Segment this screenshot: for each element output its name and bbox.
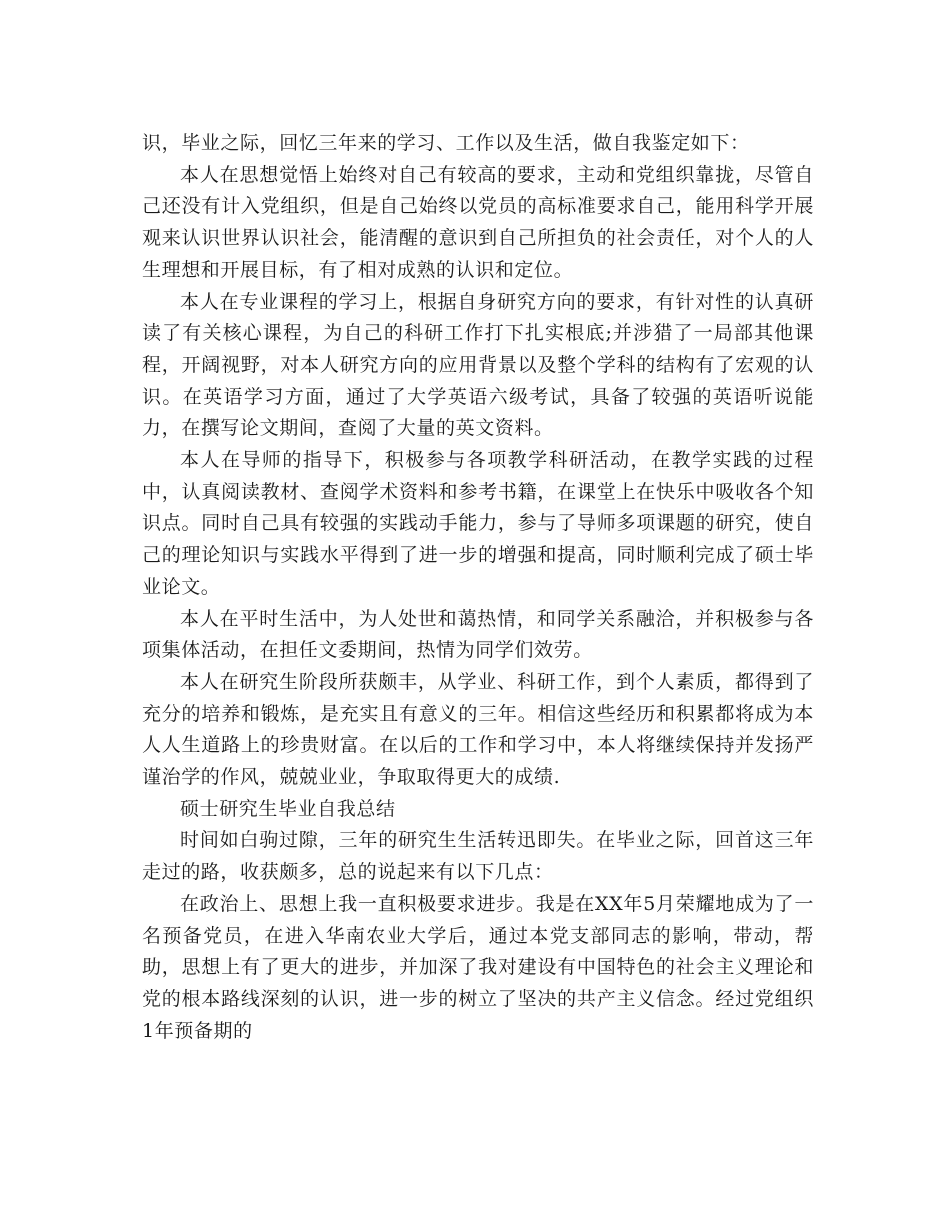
document-body: [142, 128, 814, 1047]
paragraph-intro: 时间如白驹过隙，三年的研究生生活转迅即失。在毕业之际，回首这三年走过的路，收获颇多，总的说起来有以下几点：: [142, 829, 814, 884]
paragraph-continuation: 识，毕业之际，回忆三年来的学习、工作以及生活，做自我鉴定如下：: [142, 132, 750, 154]
paragraph-conclusion: 本人在研究生阶段所获颇丰，从学业、科研工作，到个人素质，都得到了充分的培养和锻炼，是充实且有意义的三年。相信这些经历和积累都将成为本人人生道路上的珍贵财富。在以后的工作和学习中，本人将继续保持并发扬严谨治学的作风，兢兢业业，争取取得更大的成绩.: [142, 670, 814, 789]
section-heading: 硕士研究生毕业自我总结: [180, 797, 396, 820]
paragraph-daily-life: 本人在平时生活中，为人处世和蔼热情，和同学关系融洽，并积极参与各项集体活动，在担任文委期间，热情为同学们效劳。: [142, 607, 814, 662]
paragraph-politics: 在政治上、思想上我一直积极要求进步。我是在XX年5月荣耀地成为了一名预备党员，在进入华南农业大学后，通过本党支部同志的影响，带动，帮助，思想上有了更大的进步，并加深了我对建设有中国特色的社会主义理论和党的根本路线深刻的认识，进一步的树立了坚决的共产主义信念。经过党组织1年预备期的: [142, 892, 814, 1042]
paragraph-coursework: 本人在专业课程的学习上，根据自身研究方向的要求，有针对性的认真研读了有关核心课程，为自己的科研工作打下扎实根底;并涉猎了一局部其他课程，开阔视野，对本人研究方向的应用背景以及整个学科的结构有了宏观的认识。在英语学习方面，通过了大学英语六级考试，具备了较强的英语听说能力，在撰写论文期间，查阅了大量的英文资料。: [142, 290, 814, 440]
paragraph-political-awareness: 本人在思想觉悟上始终对自己有较高的要求，主动和党组织靠拢，尽管自己还没有计入党组织，但是自己始终以党员的高标准要求自己，能用科学开展观来认识世界认识社会，能清醒的意识到自己所担负的社会责任，对个人的人生理想和开展目标，有了相对成熟的认识和定位。: [142, 163, 814, 281]
paragraph-research: 本人在导师的指导下，积极参与各项教学科研活动，在教学实践的过程中，认真阅读教材、查阅学术资料和参考书籍，在课堂上在快乐中吸收各个知识点。同时自己具有较强的实践动手能力，参与了导师多项课题的研究，使自己的理论知识与实践水平得到了进一步的增强和提高，同时顺利完成了硕士毕业论文。: [142, 449, 814, 598]
